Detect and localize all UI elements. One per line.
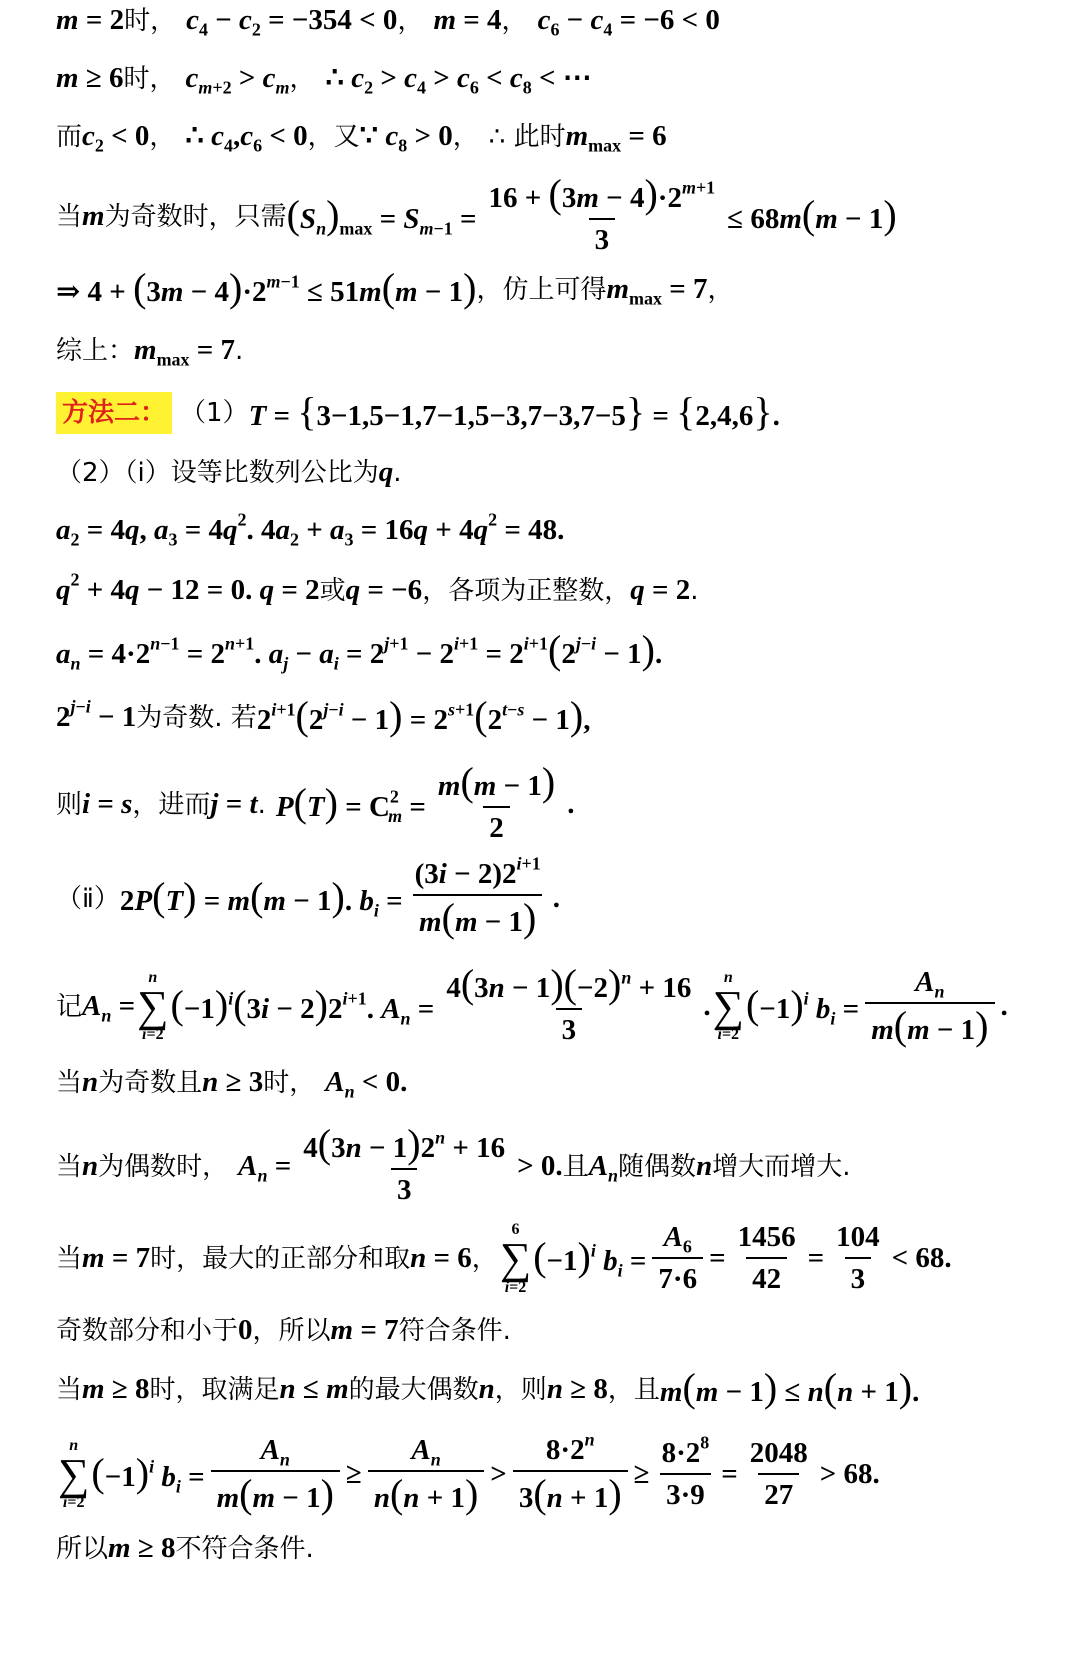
line-10: $q^2 + 4q - 12 = 0$. q = 2 或 q = −6 ，各项为正整数， q = 2 . [56,569,699,606]
line-3: 而 $c_2 < 0$ ， ∴ $c_4,c_6 < 0$ ， 又 ∵ $c_8 > 0$ ， ∴ 此时 $m_{max} = 6$ [56,120,667,156]
line-19: 奇数部分和小于 0 ，所以 m = 7 符合条件. [56,1314,511,1346]
line-15: 记 $A_n$ = n ∑ i=2 $(-1)^i(3i - 2)2^{i+1}$. $A_n$ = $\frac{4(3n - 1)(-2)^n + 16}{3}$ . n ∑ i=2 $(-1)^i$ $b_i$ = $\frac{A_n}{m(m - 1)}$ . [56,961,1008,1048]
method-two-highlight: 方法二： [56,392,172,434]
line-21: n ∑ i=2 $(-1)^i$ $b_i$ = $\frac{A_n}{m(m - 1)}$ ≥ $\frac{A_n}{n(n + 1)}$ > $\frac{8\cdot 2^n}{3(n + 1)}$ ≥ $\frac{8\cdot 2^8}{3\cdot 9}$ = $\frac{2048}{27}$ > 68. [58,1429,880,1516]
line-14: （ⅱ） 2P(T) = m(m − 1). $b_i$ = $\frac{(3i - 2)2^{i+1}}{m(m - 1)}$ . [56,853,561,940]
line-2: m ≥ 6 时， $c_{m+2} > c_m$ ， ∴ $c_2 > c_4 > c_6 < c_8$ < ⋯ [56,62,592,98]
line-13: 则 i = s ，进而 j = t . $P(T) = C^2_m$ = $\frac{m(m - 1)}{2}$ . [56,759,575,844]
line-1: m = 2 时， $c_4 - c_2 = -354 < 0$ ， m = 4 ， $c_6 - c_4 = -6 < 0$ [56,4,720,40]
line-11: $a_n = 4\cdot 2^{n-1} = 2^{n+1}$. $a_j - a_i = 2^{j+1} - 2^{i+1} = 2^{i+1}(2^{j-i} - 1)$. [56,627,663,674]
line-20: 当 m ≥ 8 时，取满足 n ≤ m 的最大偶数 n ，则 n ≥ 8 ，且 m(m − 1) ≤ n(n + 1). [56,1365,920,1410]
line-16: 当 n 为奇数且 n ≥ 3 时， $A_n < 0$. [56,1066,408,1102]
line-7: 方法二： （1） T = {3−1,5−1,7−1,5−3,7−3,7−5} = {2,4,6}. [56,392,1060,434]
line-6: 综上： $m_{max} = 7$ . [56,334,244,370]
line-17: 当 n 为偶数时， $A_n$ = $\frac{4(3n - 1)2^n + 16}{3}$ > 0. 且 $A_n$ 随偶数 n 增大而增大. [56,1121,851,1206]
line-18: 当 m = 7 时，最大的正部分和取 n = 6 ， 6 ∑ i=2 $(-1)^i$ $b_i$ = $\frac{A_6}{7\cdot 6}$ = $\frac{1456}{42}$ = $\frac{104}{3}$ < 68. [56,1221,952,1296]
line-5: ⇒ $4 + (3m - 4)\cdot 2^{m-1} \le 51m(m - 1)$ ，仿上可得 $m_{max} = 7$ ， [56,265,734,310]
line-9: $a_2 = 4q$, $a_3 = 4q^2$. $4a_2 + a_3 = 16q + 4q^2 = 48$. [56,509,565,550]
line-8: （2）（ⅰ）设等比数列公比为 q . [56,456,402,488]
line-12: $2^{j-i} - 1$ 为奇数. 若 $2^{i+1}(2^{j-i} - 1) = 2^{s+1}(2^{t-s} - 1)$, [56,693,591,738]
line-4: 当 m 为奇数时，只需 $(S_n)_{max} = S_{m-1}$ = $\frac{16 + (3m - 4)\cdot 2^{m+1}}{3}$ ≤ 68m(m − 1) [56,171,897,256]
line-22: 所以 m ≥ 8 不符合条件. [56,1532,314,1564]
